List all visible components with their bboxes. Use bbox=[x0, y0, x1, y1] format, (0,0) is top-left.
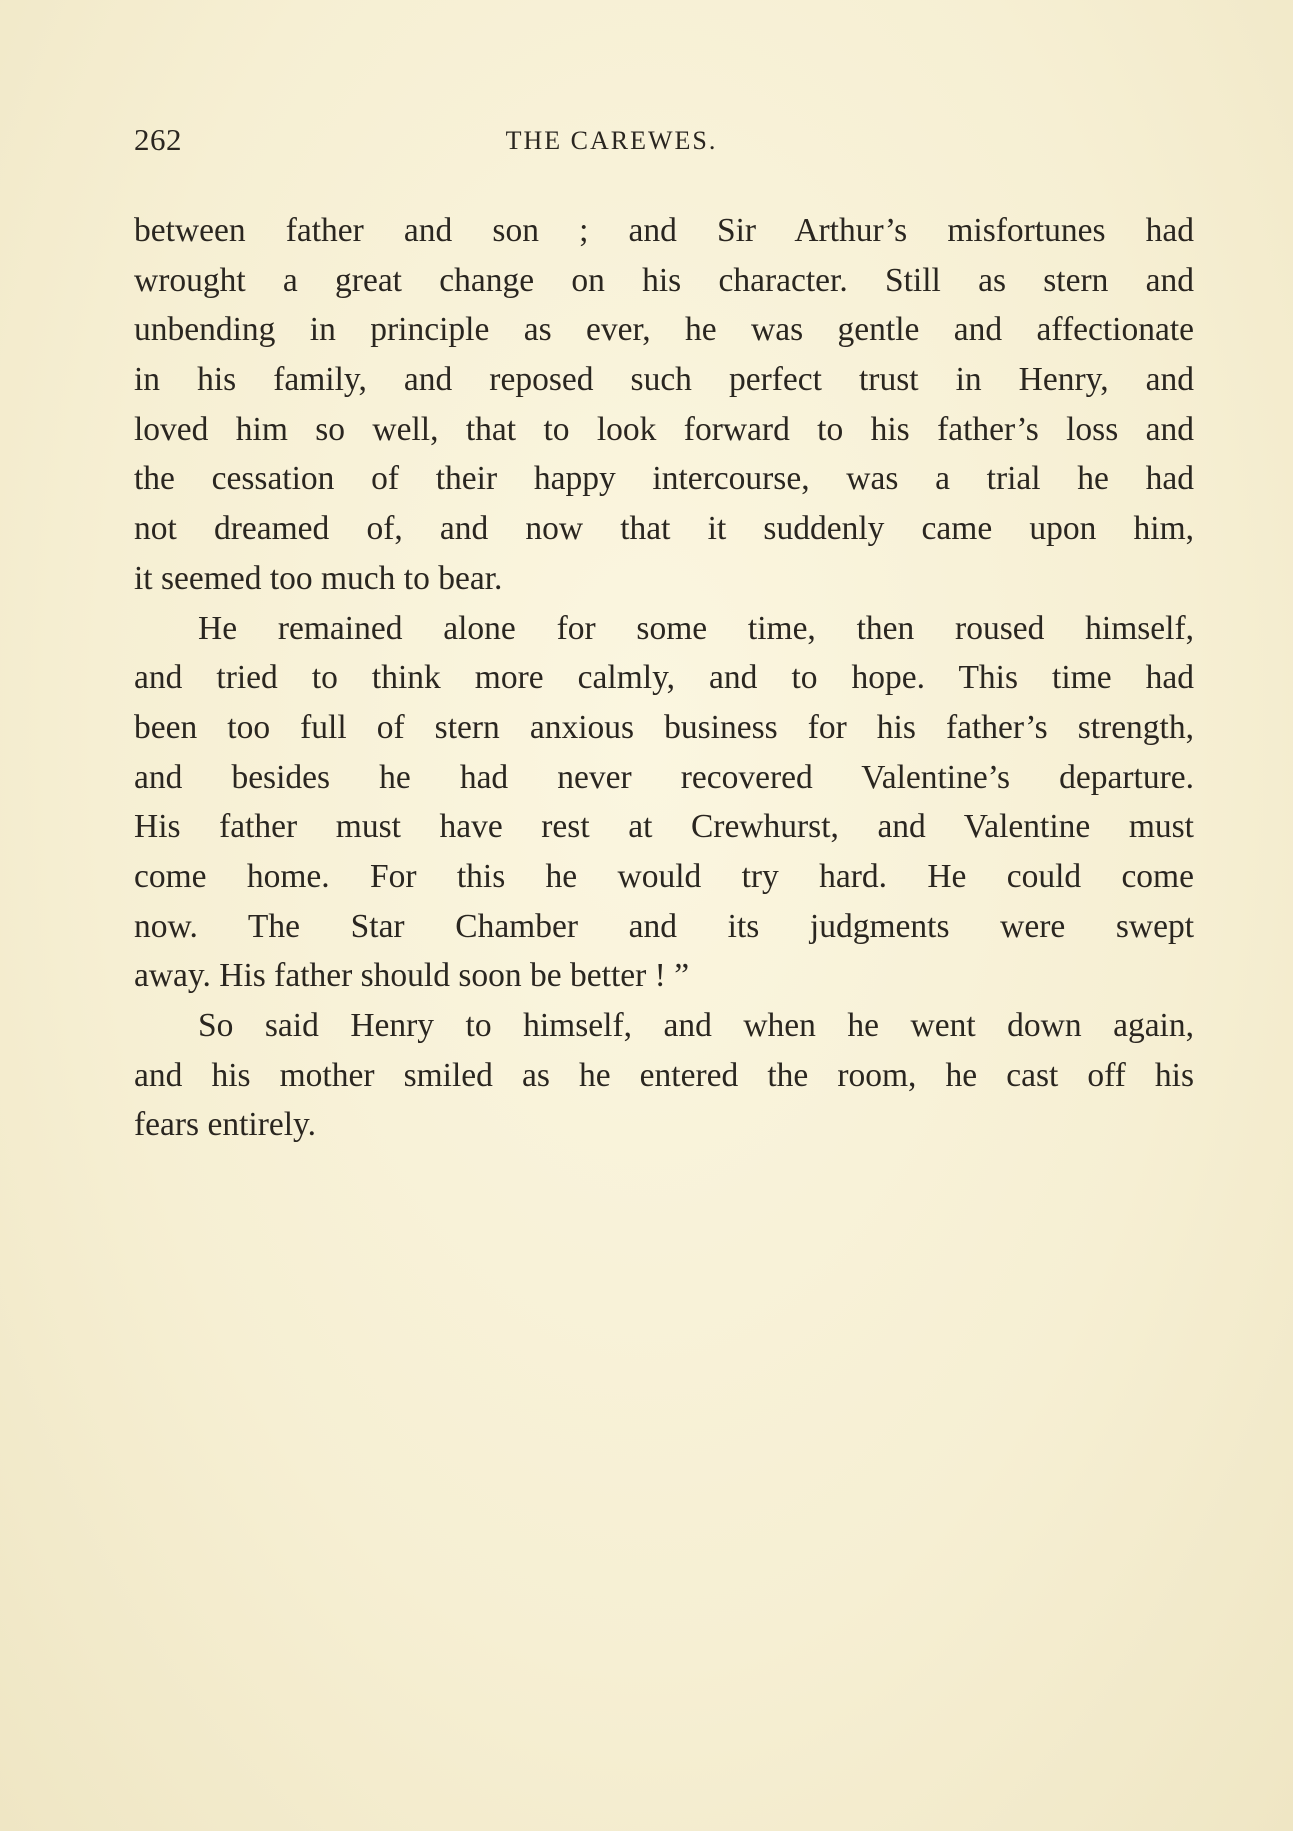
running-title: THE CAREWES. bbox=[505, 126, 718, 155]
text-line: unbending in principle as ever, he was gentle and affectionate bbox=[134, 311, 1194, 349]
text-line: been too full of stern anxious business for his father’s strength, bbox=[134, 708, 1194, 746]
text-line: and besides he had never recovered Valentine’s departure. bbox=[134, 758, 1194, 796]
text-line: not dreamed of, and now that it suddenly came upon him, bbox=[134, 510, 1194, 548]
text-line: loved him so well, that to look forward to his father’s loss and bbox=[134, 410, 1194, 448]
text-line: and his mother smiled as he entered the room, he cast off his bbox=[134, 1056, 1194, 1094]
text-line: now. The Star Chamber and its judgments were swept bbox=[134, 907, 1194, 945]
text-line: So said Henry to himself, and when he went down again, bbox=[198, 1007, 1194, 1044]
text-line: fears entirely. bbox=[134, 1106, 316, 1144]
running-head bbox=[134, 122, 1199, 162]
text-line: He remained alone for some time, then roused himself, bbox=[198, 609, 1194, 647]
text-line: in his family, and reposed such perfect trust in Henry, and bbox=[134, 361, 1194, 399]
text-line: it seemed too much to bear. bbox=[134, 559, 503, 597]
text-line: wrought a great change on his character. Still as stern and bbox=[134, 261, 1194, 299]
text-line: and tried to think more calmly, and to hope. This time had bbox=[134, 659, 1194, 697]
text-line: away. His father should soon be better ! ” bbox=[134, 957, 690, 995]
text-line: the cessation of their happy intercourse, was a trial he had bbox=[134, 460, 1194, 498]
text-line: come home. For this he would try hard. He could come bbox=[134, 857, 1194, 895]
body-text bbox=[134, 206, 1194, 1150]
page-number: 262 bbox=[134, 122, 182, 157]
text-line: His father must have rest at Crewhurst, and Valentine must bbox=[134, 808, 1194, 846]
text-line: between father and son ; and Sir Arthur’s misfortunes had bbox=[134, 212, 1194, 249]
